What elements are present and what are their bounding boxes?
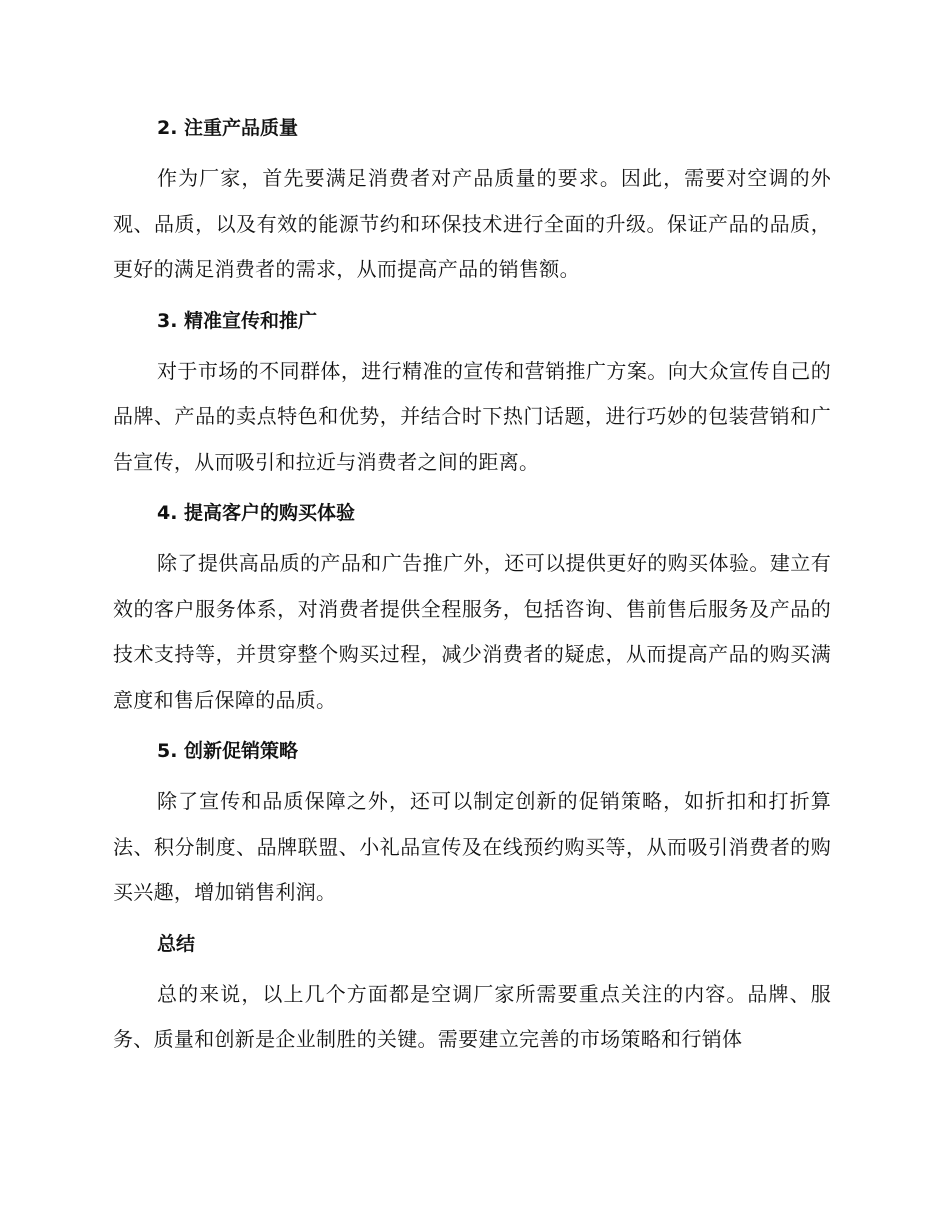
section-product-quality (113, 110, 831, 293)
section-paragraph: 除了宣传和品质保障之外，还可以制定创新的促销策略，如折扣和打折算法、积分制度、品牌联盟、小礼品宣传及在线预约购买等，从而吸引消费者的购买兴趣，增加销售利润。 (113, 789, 831, 904)
section-promotion-strategy (113, 733, 831, 916)
section-paragraph: 对于市场的不同群体，进行精准的宣传和营销推广方案。向大众宣传自己的品牌、产品的卖点特色和优势，并结合时下热门话题，进行巧妙的包装营销和广告宣传，从而吸引和拉近与消费者之间的距离。 (113, 358, 831, 474)
section-heading: 4. 提高客户的购买体验 (157, 502, 356, 524)
section-heading: 总结 (157, 932, 196, 955)
section-paragraph: 总的来说，以上几个方面都是空调厂家所需要重点关注的内容。品牌、服务、质量和创新是企业制胜的关键。需要建立完善的市场策略和行销体 (113, 981, 831, 1051)
section-heading: 5. 创新促销策略 (157, 740, 299, 762)
section-paragraph: 除了提供高品质的产品和广告推广外，还可以提供更好的购买体验。建立有效的客户服务体系，对消费者提供全程服务，包括咨询、售前售后服务及产品的技术支持等，并贯穿整个购买过程，减少消费者的疑虑，从而提高产品的购买满意度和售后保障的品质。 (113, 551, 831, 712)
section-heading: 3. 精准宣传和推广 (157, 309, 318, 332)
section-heading: 2. 注重产品质量 (157, 117, 299, 139)
section-purchase-experience (113, 495, 831, 723)
document-page (113, 110, 831, 1073)
section-summary (113, 926, 831, 1063)
section-paragraph: 作为厂家，首先要满足消费者对产品质量的要求。因此，需要对空调的外观、品质，以及有效的能源节约和环保技术进行全面的升级。保证产品的品质，更好的满足消费者的需求，从而提高产品的销售额。 (113, 166, 831, 281)
section-precise-promotion (113, 303, 831, 486)
